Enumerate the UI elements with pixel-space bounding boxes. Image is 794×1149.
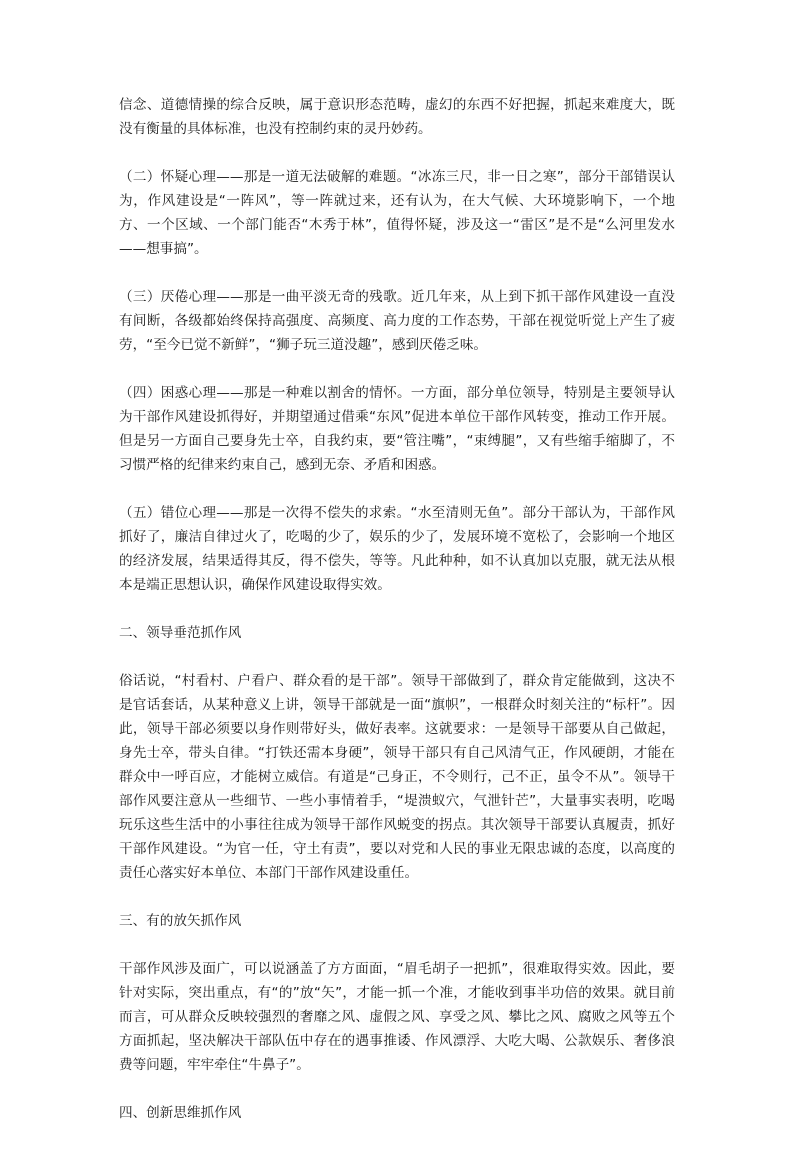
- paragraph-ideology-intro: 信念、道德情操的综合反映，属于意识形态范畴，虚幻的东西不好把握，抓起来难度大，既没有衡量的具体标准，也没有控制约束的灵丹妙药。: [119, 97, 675, 137]
- section-heading-leadership: 二、领导垂范抓作风: [119, 625, 242, 641]
- paragraph-doubt-mentality: （二）怀疑心理——那是一道无法破解的难题。“冰冻三尺，非一日之寒”，部分干部错误认为，作风建设是“一阵风”，等一阵就过来，还有认为，在大气候、大环境影响下，一个地方、一个区域、一个部门能否“木秀于林”，值得怀疑，涉及这一“雷区”是不是“么河里发水——想事搞”。: [119, 169, 675, 257]
- document-body: [119, 93, 675, 1149]
- paragraph-leadership: 俗话说，“村看村、户看户、群众看的是干部”。领导干部做到了，群众肯定能做到，这决不是官话套话，从某种意义上讲，领导干部就是一面“旗帜”，一根群众时刻关注的“标杆”。因此，领导干部必须要以身作则带好头，做好表率。这就要求：一是领导干部要从自己做起，身先士卒，带头自律。“打铁还需本身硬”，领导干部只有自己风清气正，作风硬朗，才能在群众中一呼百应，才能树立威信。有道是“己身正，不令则行，己不正，虽令不从”。领导干部作风要注意从一些细节、一些小事情着手，“堤溃蚁穴，气泄针芒”，大量事实表明，吃喝玩乐这些生活中的小事往往成为领导干部作风蜕变的拐点。其次领导干部要认真履责，抓好干部作风建设。“为官一任，守土有责”，要以对党和人民的事业无限忠诚的态度，以高度的责任心落实好本单位、本部门干部作风建设重任。: [119, 673, 675, 881]
- paragraph-weariness-mentality: （三）厌倦心理——那是一曲平淡无奇的残歌。近几年来，从上到下抓干部作风建设一直没有间断，各级都始终保持高强度、高频度、高力度的工作态势，干部在视觉听觉上产生了疲劳，“至今已觉不新鲜”，“狮子玩三道没趣”，感到厌倦乏味。: [119, 289, 675, 353]
- section-heading-innovation: 四、创新思维抓作风: [119, 1105, 242, 1121]
- paragraph-confusion-mentality: （四）困惑心理——那是一种难以割舍的情怀。一方面，部分单位领导，特别是主要领导认为干部作风建设抓得好，并期望通过借乘“东风”促进本单位干部作风转变，推动工作开展。但是另一方面自己要身先士卒，自我约束，要“管注嘴”，“束缚腿”，又有些缩手缩脚了，不习惯严格的纪律来约束自己，感到无奈、矛盾和困惑。: [119, 385, 675, 473]
- paragraph-misplaced-mentality: （五）错位心理——那是一次得不偿失的求索。“水至清则无鱼”。部分干部认为，干部作风抓好了，廉洁自律过火了，吃喝的少了，娱乐的少了，发展环境不宽松了，会影响一个地区的经济发展，结果适得其反，得不偿失，等等。凡此种种，如不认真加以克服，就无法从根本是端正思想认识，确保作风建设取得实效。: [119, 505, 675, 593]
- paragraph-targeted: 干部作风涉及面广，可以说涵盖了方方面面，“眉毛胡子一把抓”，很难取得实效。因此，要针对实际，突出重点，有“的”放“矢”，才能一抓一个准，才能收到事半功倍的效果。就目前而言，可从群众反映较强烈的奢靡之风、虚假之风、享受之风、攀比之风、腐败之风等五个方面抓起，坚决解决干部队伍中存在的遇事推诿、作风漂浮、大吃大喝、公款娱乐、奢侈浪费等问题，牢牢牵住“牛鼻子”。: [119, 961, 675, 1073]
- section-heading-targeted: 三、有的放矢抓作风: [119, 913, 242, 929]
